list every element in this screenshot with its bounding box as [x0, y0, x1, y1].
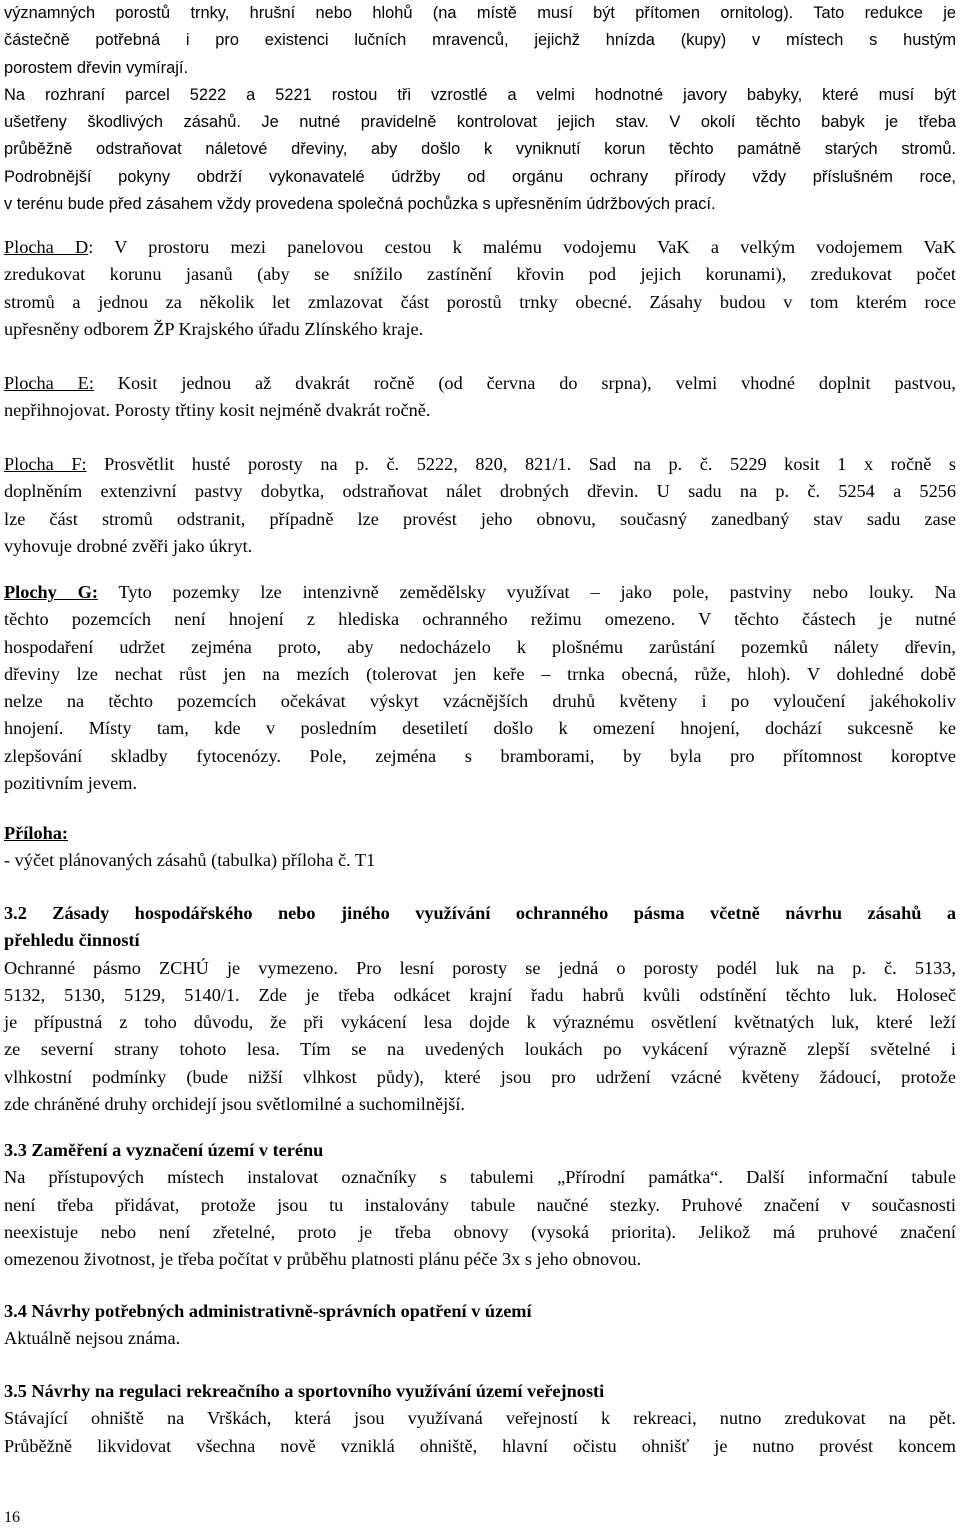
text-line: Na rozhraní parcel 5222 a 5221 rostou tři vzrostlé a velmi hodnotné javory babyky, které musí být: [4, 85, 956, 104]
priloha-section: [4, 820, 956, 875]
text-line: není třeba přidávat, protože jsou tu instalovány tabule naučné stezky. Pruhové značení v současnosti: [4, 1194, 956, 1215]
text-line: lze část stromů odstranit, případně lze provést jeho obnovu, současný zanedbaný stav sadu zase: [4, 508, 956, 529]
plocha-f-label: Plocha F:: [4, 454, 87, 474]
page-number: 16: [4, 1509, 20, 1526]
text-line: Kosit jednou až dvakrát ročně (od června do srpna), velmi vhodné doplnit pastvou,: [93, 373, 956, 393]
text-line: ze severní strany tohoto lesa. Tím se na uvedených loukách po vykácení výrazně zlepší světelné i: [4, 1039, 956, 1060]
intro-paragraph: [4, 0, 956, 218]
text-line: Ochranné pásmo ZCHÚ je vymezeno. Pro lesní porosty se jedná o porosty podél luk na p. č. 5133,: [4, 957, 956, 978]
section-3-5: [4, 1378, 956, 1460]
text-line: částečně potřebná i pro existenci lučních mravenců, jejichž hnízda (kupy) v místech s hustým: [4, 31, 956, 50]
text-line: 5132, 5130, 5129, 5140/1. Zde je třeba odkácet krajní řadu habrů kvůli odstínění těchto luk. Holoseč: [4, 984, 956, 1005]
section-heading: 3.5 Návrhy na regulaci rekreačního a sportovního využívání území veřejnosti: [4, 1381, 605, 1401]
text-line: Podrobnější pokyny obdrží vykonavatelé údržby od orgánu ochrany přírody vždy příslušném roce,: [4, 167, 956, 186]
section-heading: 3.2 Zásady hospodářského nebo jiného využívání ochranného pásma včetně návrhu zásahů a: [4, 903, 956, 923]
section-heading: přehledu činností: [4, 930, 140, 951]
text-line: nepřihnojovat. Porosty třtiny kosit nejméně dvakrát ročně.: [4, 400, 431, 421]
text-line: vyhovuje drobné zvěři jako úkryt.: [4, 535, 253, 556]
section-heading: 3.3 Zaměření a vyznačení území v terénu: [4, 1140, 324, 1160]
section-3-2: [4, 900, 956, 1118]
text-line: dřeviny lze nechat růst jen na mezích (tolerovat jen keře – trnka obecná, růže, hloh). V dohledné době: [4, 663, 956, 684]
text-line: Tyto pozemky lze intenzivně zemědělsky využívat – jako pole, pastviny nebo louky. Na: [97, 582, 956, 602]
text-line: těchto pozemcích není hnojení z hlediska ochranného režimu omezeno. V těchto částech je nutné: [4, 609, 956, 630]
plocha-f-paragraph: [4, 451, 956, 560]
plocha-d-label: Plocha D: [4, 237, 89, 257]
text-line: stromů a jednou za několik let zmlazovat část porostů trnky obecné. Zásahy budou v tom kterém roce: [4, 291, 956, 312]
text-line: porostem dřevin vymírají.: [4, 58, 188, 77]
text-line: hnojení. Místy tam, kde v posledním desetiletí došlo k omezení hnojení, dochází sukcesně ke: [4, 718, 956, 739]
plochy-g-paragraph: [4, 579, 956, 797]
text-line: zlepšování skladby fytocenózy. Pole, zejména s bramborami, by byla pro přítomnost koroptve: [4, 745, 956, 766]
plocha-e-label: Plocha E:: [4, 373, 94, 393]
text-line: vlhkostní podmínky (bude nižší vlhkost půdy), které jsou pro udržení vzácné květeny žádoucí, protože: [4, 1066, 956, 1087]
text-line: omezenou životnost, je třeba počítat v průběhu platnosti plánu péče 3x s jeho obnovou.: [4, 1249, 642, 1270]
text-line: významných porostů trnky, hrušní nebo hlohů (na místě musí být přítomen ornitolog). Tato redukce je: [4, 4, 956, 22]
text-line: Stávající ohniště na Vrškách, která jsou využívaná veřejností k rekreaci, nutno zredukovat na pět.: [4, 1408, 956, 1429]
text-line: ušetřeny škodlivých zásahů. Je nutné pravidelně kontrolovat jejich stav. V okolí těchto babyk je třeba: [4, 113, 956, 132]
priloha-label: Příloha:: [4, 823, 68, 843]
text-line: zredukovat korunu jasanů (aby se snížilo zastínění křovin pod jejich korunami), zredukovat počet: [4, 264, 956, 285]
text-line: upřesněny odborem ŽP Krajského úřadu Zlínského kraje.: [4, 318, 424, 339]
text-line: je přípustná z toho důvodu, že při vykácení lesa dojde k výraznému osvětlení květnatých luk, které leží: [4, 1012, 956, 1033]
text-line: Průběžně likvidovat všechna nově vzniklá ohniště, hlavní očistu ohnišť je nutno provést koncem: [4, 1435, 956, 1456]
text-line: v terénu bude před zásahem vždy provedena společná pochůzka s upřesněním údržbových prací.: [4, 195, 716, 214]
section-3-3: [4, 1137, 956, 1273]
text-line: nelze na těchto pozemcích očekávat výskyt vzácnějších druhů květeny i po vyloučení jakéhokoliv: [4, 691, 956, 712]
plocha-d-paragraph: [4, 234, 956, 343]
text-line: průběžně odstraňovat náletové dřeviny, aby došlo k vyniknutí korun těchto památně starých stromů.: [4, 140, 956, 159]
text-line: Na přístupových místech instalovat označníky s tabulemi „Přírodní památka“. Další informační tabule: [4, 1167, 956, 1188]
text-line: : V prostoru mezi panelovou cestou k malému vodojemu VaK a velkým vodojemem VaK: [88, 237, 956, 257]
section-3-4: [4, 1298, 956, 1353]
text-line: Aktuálně nejsou známa.: [4, 1328, 181, 1349]
text-line: neexistuje nebo není zřetelné, proto je třeba obnovy (vysoká priorita). Jelikož má pruhové značení: [4, 1221, 956, 1242]
text-line: hospodaření udržet zejména proto, aby nedocházelo k plošnému zarůstání pozemků nálety dřevin,: [4, 636, 956, 657]
plocha-e-paragraph: [4, 370, 956, 425]
text-line: zde chráněné druhy orchidejí jsou světlomilné a suchomilnější.: [4, 1094, 465, 1115]
plochy-g-label: Plochy G:: [4, 582, 98, 602]
priloha-item: - výčet plánovaných zásahů (tabulka) příloha č. T1: [4, 850, 376, 871]
text-line: pozitivním jevem.: [4, 773, 138, 794]
text-line: Prosvětlit husté porosty na p. č. 5222, 820, 821/1. Sad na p. č. 5229 kosit 1 x ročně s: [86, 454, 956, 474]
section-heading: 3.4 Návrhy potřebných administrativně-správních opatření v území: [4, 1301, 532, 1321]
text-line: doplněním extenzivní pastvy dobytka, odstraňovat nálet drobných dřevin. U sadu na p. č. 5254 a 5256: [4, 481, 956, 502]
